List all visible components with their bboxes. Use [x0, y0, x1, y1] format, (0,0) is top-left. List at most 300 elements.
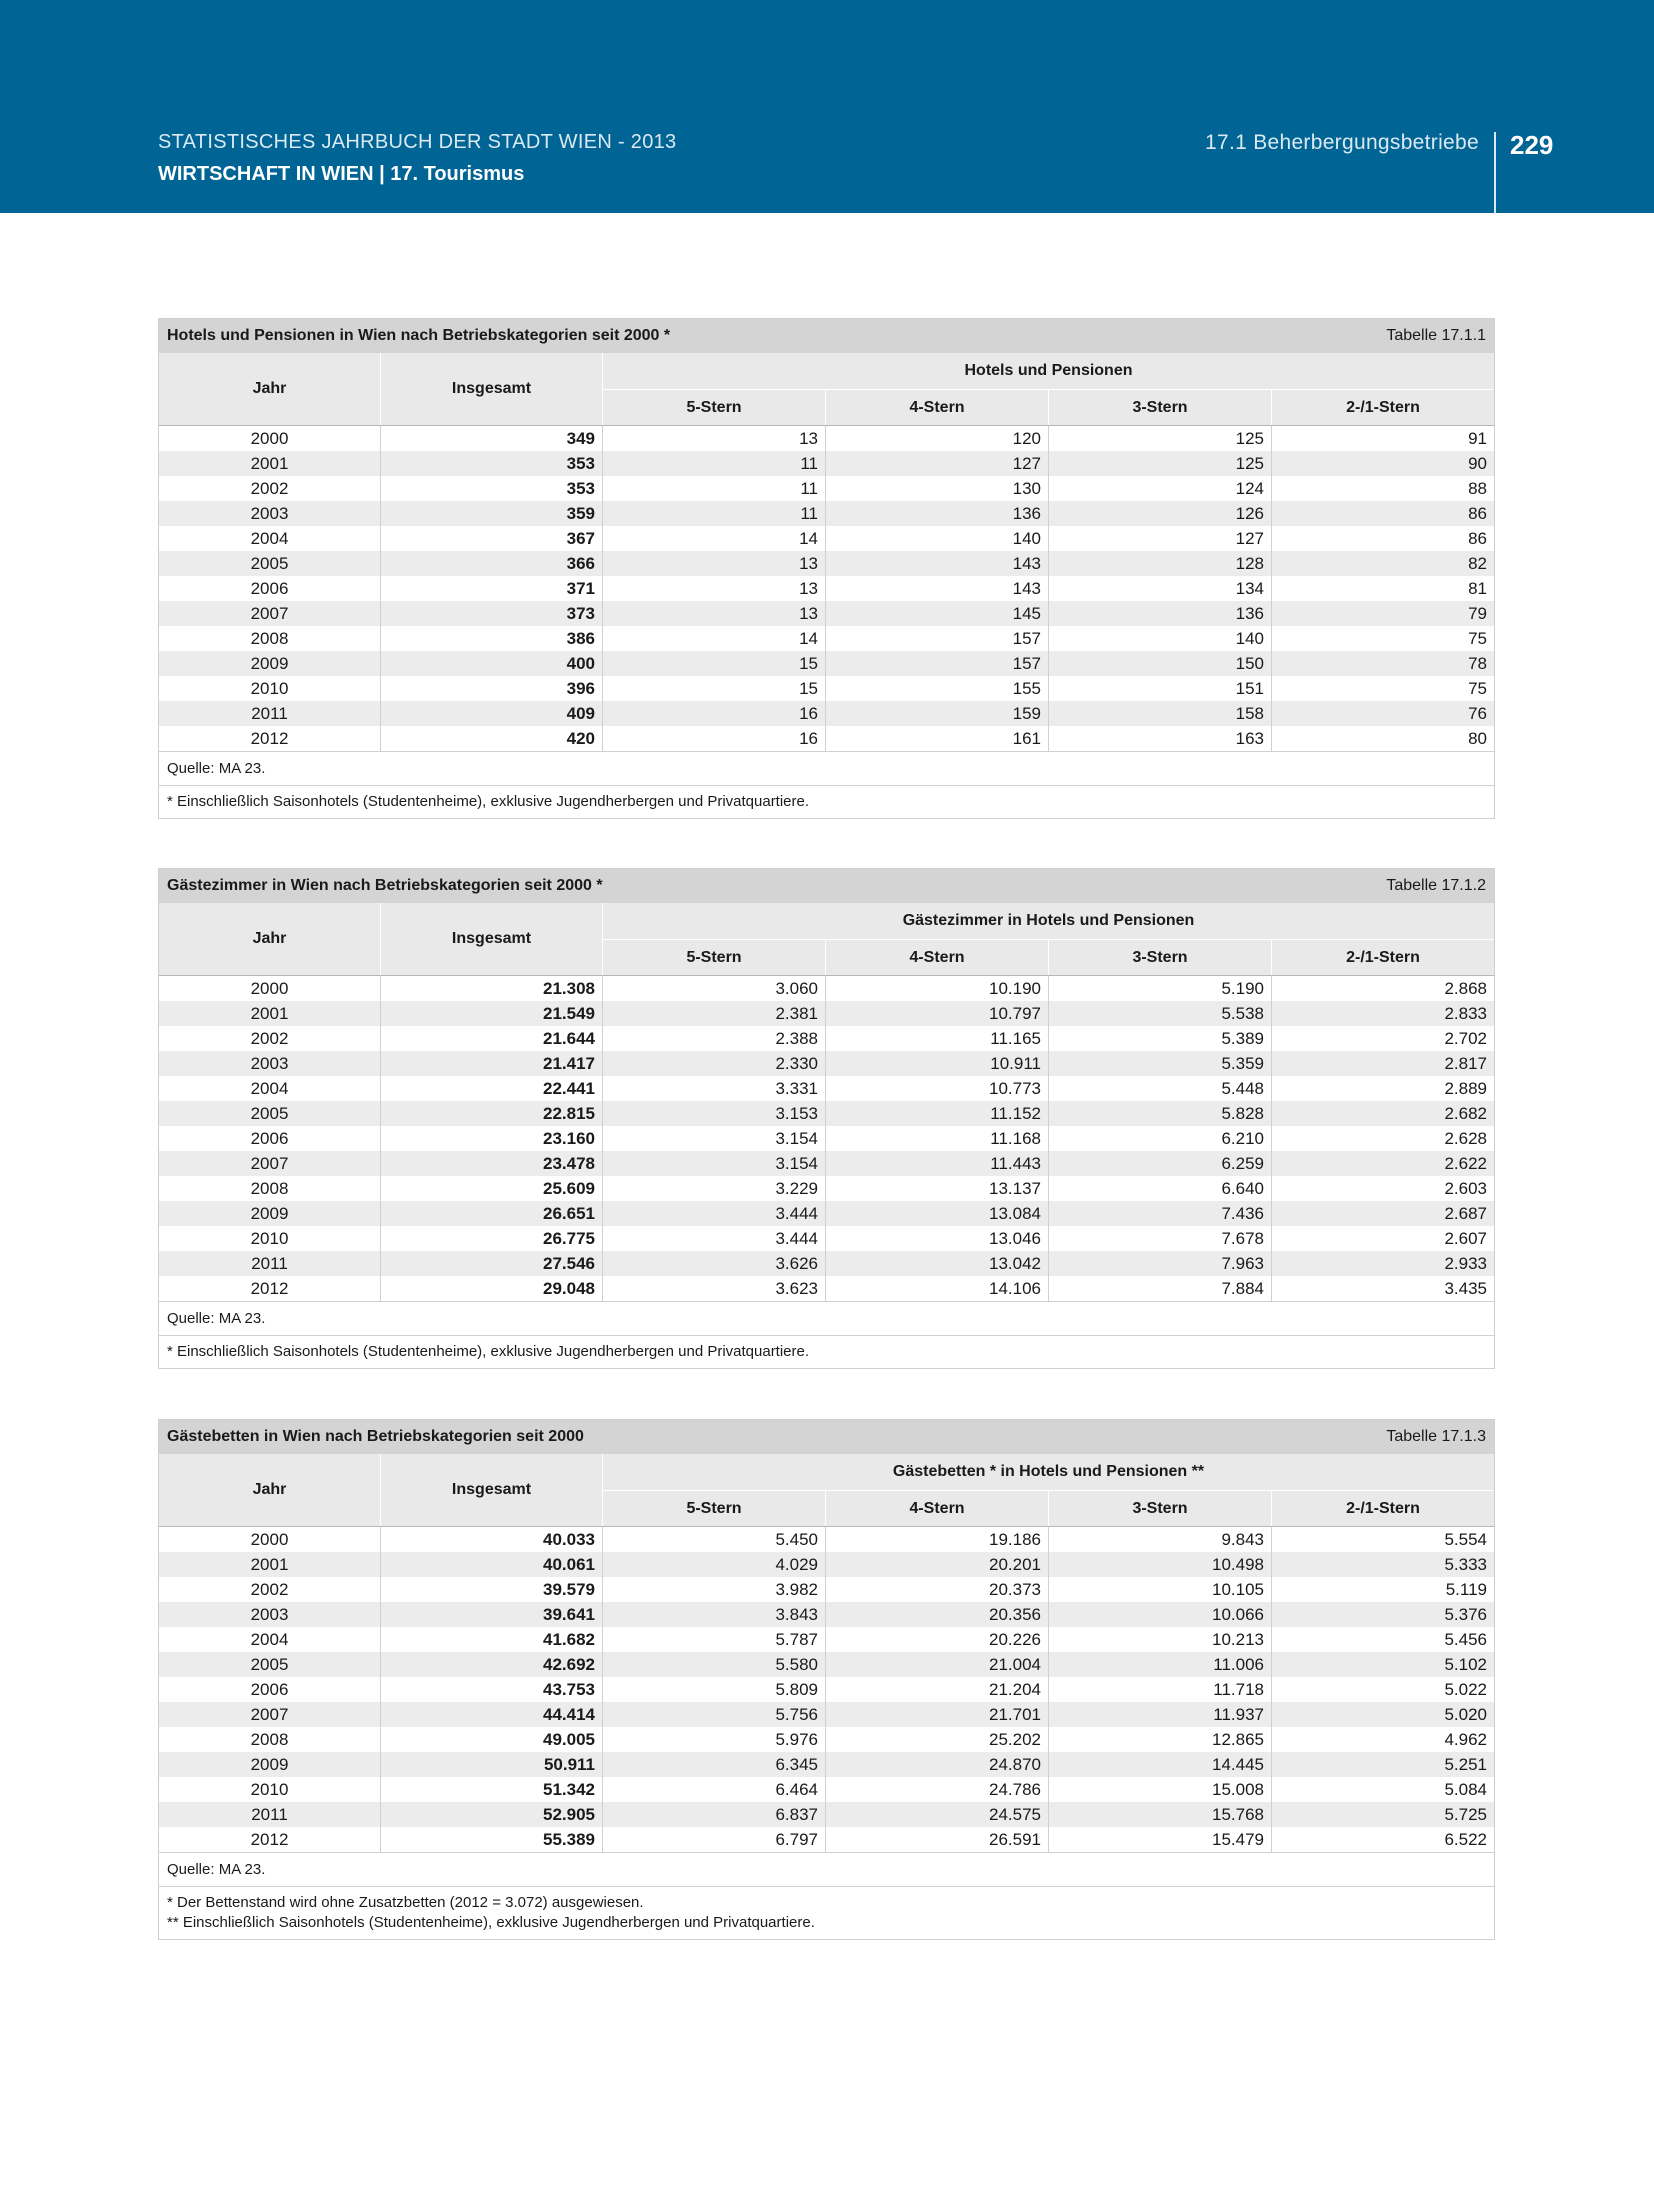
cell-value: 5.809	[603, 1677, 826, 1702]
cell-year: 2007	[159, 601, 381, 626]
cell-value: 11.718	[1049, 1677, 1272, 1702]
cell-total: 409	[381, 701, 603, 726]
cell-value: 125	[1049, 426, 1272, 451]
cell-value: 20.226	[826, 1627, 1049, 1652]
table-row	[159, 1702, 1494, 1727]
cell-value: 19.186	[826, 1527, 1049, 1552]
cell-value: 159	[826, 701, 1049, 726]
cell-value: 2.687	[1444, 1203, 1487, 1223]
cell-year: 2011	[159, 1802, 381, 1827]
cell-year: 2004	[159, 526, 381, 551]
cell-year: 2001	[159, 1552, 381, 1577]
cell-value: 13	[603, 601, 826, 626]
cell-year: 2011	[159, 701, 381, 726]
table-row	[159, 526, 1494, 551]
table-number: Tabelle 17.1.3	[1386, 1428, 1486, 1445]
cell-value: 10.773	[826, 1076, 1049, 1101]
cell-total: 52.905	[381, 1802, 603, 1827]
cell-value: 128	[1049, 551, 1272, 576]
table-row	[159, 601, 1494, 626]
cell-value: 26.591	[826, 1827, 1049, 1852]
table-row	[159, 626, 1494, 651]
cell-value: 3.843	[603, 1602, 826, 1627]
cell-year: 2001	[159, 451, 381, 476]
cell-value: 6.259	[1049, 1151, 1272, 1176]
cell-value: 130	[826, 476, 1049, 501]
cell-year: 2007	[159, 1151, 381, 1176]
cell-value: 6.522	[1444, 1829, 1487, 1849]
column-header-insgesamt: Insgesamt	[381, 1454, 603, 1526]
cell-year: 2007	[159, 1702, 381, 1727]
cell-value: 88	[1468, 478, 1487, 498]
cell-value: 5.102	[1444, 1654, 1487, 1674]
cell-value: 10.498	[1049, 1552, 1272, 1577]
cell-value: 15	[603, 651, 826, 676]
table-row	[159, 1001, 1494, 1026]
cell-value: 6.837	[603, 1802, 826, 1827]
table-row	[159, 976, 1494, 1001]
cell-value: 20.201	[826, 1552, 1049, 1577]
data-table	[158, 1419, 1495, 1940]
cell-value: 16	[603, 701, 826, 726]
table-row	[159, 576, 1494, 601]
cell-value: 5.580	[603, 1652, 826, 1677]
cell-value: 12.865	[1049, 1727, 1272, 1752]
cell-year: 2010	[159, 676, 381, 701]
table-row	[159, 1251, 1494, 1276]
cell-total: 353	[381, 451, 603, 476]
column-header-category: 4-Stern	[826, 940, 1049, 975]
cell-value: 5.538	[1049, 1001, 1272, 1026]
cell-value: 20.356	[826, 1602, 1049, 1627]
cell-value: 5.828	[1049, 1101, 1272, 1126]
cell-value: 21.204	[826, 1677, 1049, 1702]
column-header-category: 4-Stern	[826, 1491, 1049, 1526]
cell-value: 140	[826, 526, 1049, 551]
cell-value: 5.359	[1049, 1051, 1272, 1076]
cell-value: 3.153	[603, 1101, 826, 1126]
cell-total: 22.441	[381, 1076, 603, 1101]
cell-value: 11	[603, 501, 826, 526]
cell-value: 11	[603, 451, 826, 476]
column-header-category: 3-Stern	[1049, 940, 1272, 975]
cell-value: 120	[826, 426, 1049, 451]
cell-value: 15	[603, 676, 826, 701]
cell-year: 2009	[159, 651, 381, 676]
cell-total: 49.005	[381, 1727, 603, 1752]
cell-value: 24.575	[826, 1802, 1049, 1827]
cell-value: 3.626	[603, 1251, 826, 1276]
cell-value: 5.022	[1444, 1679, 1487, 1699]
cell-year: 2006	[159, 1677, 381, 1702]
cell-value: 81	[1468, 578, 1487, 598]
table-body	[159, 426, 1494, 751]
cell-value: 3.229	[603, 1176, 826, 1201]
table-row	[159, 1677, 1494, 1702]
cell-value: 21.701	[826, 1702, 1049, 1727]
cell-total: 420	[381, 726, 603, 751]
table-title: Gästebetten in Wien nach Betriebskategorien seit 2000	[167, 1428, 584, 1445]
cell-year: 2009	[159, 1201, 381, 1226]
table-row	[159, 451, 1494, 476]
cell-value: 5.020	[1444, 1704, 1487, 1724]
table-row	[159, 676, 1494, 701]
cell-value: 10.797	[826, 1001, 1049, 1026]
cell-year: 2009	[159, 1752, 381, 1777]
cell-value: 143	[826, 576, 1049, 601]
cell-value: 2.381	[603, 1001, 826, 1026]
cell-value: 6.797	[603, 1827, 826, 1852]
cell-value: 2.833	[1444, 1003, 1487, 1023]
column-header-category: 5-Stern	[603, 1491, 826, 1526]
cell-year: 2012	[159, 726, 381, 751]
cell-value: 2.702	[1444, 1028, 1487, 1048]
cell-value: 3.435	[1444, 1278, 1487, 1298]
cell-year: 2005	[159, 1101, 381, 1126]
cell-total: 55.389	[381, 1827, 603, 1852]
cell-total: 44.414	[381, 1702, 603, 1727]
cell-total: 43.753	[381, 1677, 603, 1702]
cell-total: 386	[381, 626, 603, 651]
cell-value: 11.443	[826, 1151, 1049, 1176]
table-title: Hotels und Pensionen in Wien nach Betriebskategorien seit 2000 *	[167, 327, 671, 344]
cell-total: 23.160	[381, 1126, 603, 1151]
column-header-category: 2-/1-Stern	[1346, 948, 1420, 966]
cell-value: 5.554	[1444, 1529, 1487, 1549]
cell-value: 3.060	[603, 976, 826, 1001]
page-header	[0, 0, 1654, 213]
table-row	[159, 1076, 1494, 1101]
page-number: 229	[1510, 130, 1554, 160]
cell-value: 5.084	[1444, 1779, 1487, 1799]
cell-value: 151	[1049, 676, 1272, 701]
cell-value: 2.622	[1444, 1153, 1487, 1173]
publication-title: STATISTISCHES JAHRBUCH DER STADT WIEN - 2013	[158, 131, 677, 153]
cell-total: 22.815	[381, 1101, 603, 1126]
footnote-line: * Einschließlich Saisonhotels (Studentenheime), exklusive Jugendherbergen und Privatquartiere.	[167, 793, 810, 810]
table-row	[159, 651, 1494, 676]
cell-value: 5.976	[603, 1727, 826, 1752]
cell-value: 15.008	[1049, 1777, 1272, 1802]
cell-value: 145	[826, 601, 1049, 626]
cell-value: 13	[603, 426, 826, 451]
cell-value: 3.982	[603, 1577, 826, 1602]
cell-value: 3.154	[603, 1126, 826, 1151]
cell-value: 6.210	[1049, 1126, 1272, 1151]
cell-total: 27.546	[381, 1251, 603, 1276]
table-row	[159, 426, 1494, 451]
table-row	[159, 1276, 1494, 1301]
cell-value: 157	[826, 651, 1049, 676]
cell-year: 2008	[159, 1727, 381, 1752]
table-row	[159, 1026, 1494, 1051]
table-row	[159, 1752, 1494, 1777]
cell-value: 5.787	[603, 1627, 826, 1652]
cell-total: 21.417	[381, 1051, 603, 1076]
column-header-jahr: Jahr	[159, 353, 381, 425]
cell-value: 13	[603, 551, 826, 576]
cell-value: 2.933	[1444, 1253, 1487, 1273]
cell-value: 82	[1468, 553, 1487, 573]
cell-value: 14.106	[826, 1276, 1049, 1301]
cell-total: 51.342	[381, 1777, 603, 1802]
cell-value: 7.963	[1049, 1251, 1272, 1276]
table-title: Gästezimmer in Wien nach Betriebskategorien seit 2000 *	[167, 877, 603, 894]
table-row	[159, 726, 1494, 751]
cell-value: 3.444	[603, 1226, 826, 1251]
cell-year: 2004	[159, 1627, 381, 1652]
cell-value: 4.962	[1444, 1729, 1487, 1749]
cell-value: 2.330	[603, 1051, 826, 1076]
cell-year: 2001	[159, 1001, 381, 1026]
cell-value: 86	[1468, 528, 1487, 548]
table-row	[159, 1101, 1494, 1126]
cell-value: 13.046	[826, 1226, 1049, 1251]
table-row	[159, 1552, 1494, 1577]
table-row	[159, 1126, 1494, 1151]
cell-value: 158	[1049, 701, 1272, 726]
cell-total: 26.775	[381, 1226, 603, 1251]
cell-value: 7.678	[1049, 1226, 1272, 1251]
table-row	[159, 551, 1494, 576]
column-header-insgesamt: Insgesamt	[381, 353, 603, 425]
table-row	[159, 1226, 1494, 1251]
cell-total: 21.549	[381, 1001, 603, 1026]
footnote-line: * Einschließlich Saisonhotels (Studentenheime), exklusive Jugendherbergen und Privatquartiere.	[167, 1343, 810, 1360]
cell-total: 41.682	[381, 1627, 603, 1652]
cell-total: 42.692	[381, 1652, 603, 1677]
cell-value: 91	[1468, 428, 1487, 448]
cell-value: 125	[1049, 451, 1272, 476]
section-title: 17.1 Beherbergungsbetriebe	[1204, 131, 1479, 154]
table-row	[159, 1727, 1494, 1752]
cell-value: 3.154	[603, 1151, 826, 1176]
table-row	[159, 1652, 1494, 1677]
cell-value: 14.445	[1049, 1752, 1272, 1777]
cell-total: 373	[381, 601, 603, 626]
table-row	[159, 1201, 1494, 1226]
table-body	[159, 976, 1494, 1301]
table-number: Tabelle 17.1.2	[1386, 877, 1486, 894]
cell-value: 5.333	[1444, 1554, 1487, 1574]
cell-year: 2010	[159, 1226, 381, 1251]
cell-value: 7.884	[1049, 1276, 1272, 1301]
cell-value: 80	[1468, 728, 1487, 748]
cell-value: 127	[1049, 526, 1272, 551]
column-group-header: Hotels und Pensionen	[603, 353, 1494, 390]
cell-total: 353	[381, 476, 603, 501]
cell-value: 2.603	[1444, 1178, 1487, 1198]
cell-value: 14	[603, 626, 826, 651]
cell-value: 10.066	[1049, 1602, 1272, 1627]
cell-year: 2010	[159, 1777, 381, 1802]
table-footnote	[159, 785, 1494, 818]
cell-year: 2012	[159, 1827, 381, 1852]
column-header-category: 3-Stern	[1049, 1491, 1272, 1526]
cell-value: 21.004	[826, 1652, 1049, 1677]
cell-year: 2012	[159, 1276, 381, 1301]
cell-value: 24.786	[826, 1777, 1049, 1802]
cell-year: 2002	[159, 476, 381, 501]
data-table	[158, 868, 1495, 1369]
cell-value: 5.456	[1444, 1629, 1487, 1649]
column-header-insgesamt: Insgesamt	[381, 903, 603, 975]
cell-value: 15.479	[1049, 1827, 1272, 1852]
cell-value: 11	[603, 476, 826, 501]
cell-total: 40.061	[381, 1552, 603, 1577]
table-source: Quelle: MA 23.	[159, 751, 1494, 785]
cell-year: 2003	[159, 1602, 381, 1627]
cell-value: 75	[1468, 628, 1487, 648]
cell-value: 2.868	[1444, 978, 1487, 998]
cell-value: 11.152	[826, 1101, 1049, 1126]
table-row	[159, 1827, 1494, 1852]
cell-value: 11.165	[826, 1026, 1049, 1051]
table-header	[159, 903, 1494, 976]
cell-total: 21.308	[381, 976, 603, 1001]
cell-value: 5.725	[1444, 1804, 1487, 1824]
cell-year: 2005	[159, 1652, 381, 1677]
column-header-category: 4-Stern	[826, 390, 1049, 425]
table-row	[159, 1602, 1494, 1627]
table-number: Tabelle 17.1.1	[1386, 327, 1486, 344]
cell-total: 400	[381, 651, 603, 676]
cell-value: 157	[826, 626, 1049, 651]
cell-value: 15.768	[1049, 1802, 1272, 1827]
cell-value: 161	[826, 726, 1049, 751]
cell-year: 2002	[159, 1577, 381, 1602]
cell-year: 2011	[159, 1251, 381, 1276]
cell-total: 29.048	[381, 1276, 603, 1301]
cell-year: 2008	[159, 1176, 381, 1201]
table-row	[159, 1176, 1494, 1201]
cell-value: 3.331	[603, 1076, 826, 1101]
cell-total: 39.579	[381, 1577, 603, 1602]
cell-value: 5.376	[1444, 1604, 1487, 1624]
cell-total: 40.033	[381, 1527, 603, 1552]
cell-year: 2005	[159, 551, 381, 576]
cell-year: 2000	[159, 426, 381, 451]
cell-year: 2003	[159, 1051, 381, 1076]
cell-value: 13.137	[826, 1176, 1049, 1201]
cell-value: 5.756	[603, 1702, 826, 1727]
table-source: Quelle: MA 23.	[159, 1301, 1494, 1335]
cell-value: 10.190	[826, 976, 1049, 1001]
cell-value: 11.937	[1049, 1702, 1272, 1727]
cell-value: 5.389	[1049, 1026, 1272, 1051]
cell-total: 23.478	[381, 1151, 603, 1176]
cell-value: 75	[1468, 678, 1487, 698]
table-body	[159, 1527, 1494, 1852]
table-title-bar	[159, 1420, 1494, 1454]
cell-value: 143	[826, 551, 1049, 576]
cell-value: 13	[603, 576, 826, 601]
cell-value: 4.029	[603, 1552, 826, 1577]
table-header	[159, 1454, 1494, 1527]
table-row	[159, 1527, 1494, 1552]
table-row	[159, 1777, 1494, 1802]
cell-year: 2002	[159, 1026, 381, 1051]
chapter-title: WIRTSCHAFT IN WIEN | 17. Tourismus	[158, 163, 525, 185]
cell-value: 79	[1468, 603, 1487, 623]
cell-value: 127	[826, 451, 1049, 476]
table-title-bar	[159, 319, 1494, 353]
cell-value: 136	[1049, 601, 1272, 626]
cell-value: 13.042	[826, 1251, 1049, 1276]
cell-value: 140	[1049, 626, 1272, 651]
cell-value: 6.640	[1049, 1176, 1272, 1201]
cell-value: 163	[1049, 726, 1272, 751]
cell-value: 136	[826, 501, 1049, 526]
cell-total: 50.911	[381, 1752, 603, 1777]
cell-value: 5.190	[1049, 976, 1272, 1001]
column-header-category: 3-Stern	[1049, 390, 1272, 425]
cell-value: 3.623	[603, 1276, 826, 1301]
cell-value: 7.436	[1049, 1201, 1272, 1226]
table-row	[159, 476, 1494, 501]
table-header	[159, 353, 1494, 426]
column-group-header: Gästebetten * in Hotels und Pensionen **	[603, 1454, 1494, 1491]
cell-value: 2.388	[603, 1026, 826, 1051]
cell-year: 2000	[159, 1527, 381, 1552]
table-row	[159, 1802, 1494, 1827]
table-title-bar	[159, 869, 1494, 903]
cell-total: 367	[381, 526, 603, 551]
column-header-category: 2-/1-Stern	[1346, 398, 1420, 416]
table-row	[159, 1151, 1494, 1176]
cell-total: 359	[381, 501, 603, 526]
cell-total: 396	[381, 676, 603, 701]
cell-year: 2006	[159, 576, 381, 601]
cell-value: 13.084	[826, 1201, 1049, 1226]
table-row	[159, 1627, 1494, 1652]
table-footnote	[159, 1886, 1494, 1939]
cell-total: 371	[381, 576, 603, 601]
cell-value: 10.911	[826, 1051, 1049, 1076]
cell-value: 14	[603, 526, 826, 551]
cell-value: 76	[1468, 703, 1487, 723]
cell-value: 126	[1049, 501, 1272, 526]
cell-value: 3.444	[603, 1201, 826, 1226]
column-header-category: 5-Stern	[603, 940, 826, 975]
cell-value: 155	[826, 676, 1049, 701]
cell-value: 90	[1468, 453, 1487, 473]
cell-value: 6.464	[603, 1777, 826, 1802]
cell-value: 2.889	[1444, 1078, 1487, 1098]
table-footnote	[159, 1335, 1494, 1368]
cell-value: 9.843	[1049, 1527, 1272, 1552]
cell-value: 86	[1468, 503, 1487, 523]
cell-year: 2006	[159, 1126, 381, 1151]
cell-value: 2.817	[1444, 1053, 1487, 1073]
cell-value: 124	[1049, 476, 1272, 501]
cell-total: 366	[381, 551, 603, 576]
table-row	[159, 501, 1494, 526]
cell-total: 21.644	[381, 1026, 603, 1051]
cell-value: 6.345	[603, 1752, 826, 1777]
cell-value: 5.119	[1445, 1579, 1487, 1599]
cell-value: 2.628	[1444, 1128, 1487, 1148]
cell-value: 134	[1049, 576, 1272, 601]
table-source: Quelle: MA 23.	[159, 1852, 1494, 1886]
data-table	[158, 318, 1495, 819]
cell-total: 349	[381, 426, 603, 451]
footnote-line: ** Einschließlich Saisonhotels (Studentenheime), exklusive Jugendherbergen und Privatquartiere.	[167, 1914, 815, 1931]
cell-value: 24.870	[826, 1752, 1049, 1777]
cell-value: 10.105	[1049, 1577, 1272, 1602]
cell-value: 10.213	[1049, 1627, 1272, 1652]
cell-year: 2000	[159, 976, 381, 1001]
